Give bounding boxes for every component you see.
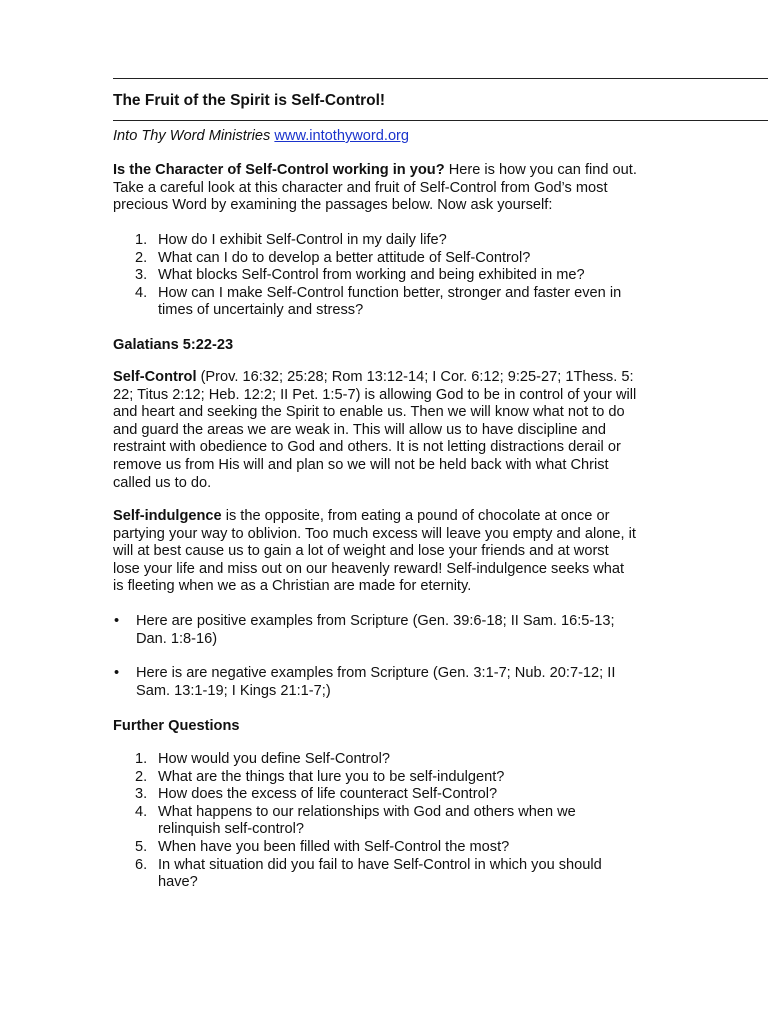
- intro-question: Is the Character of Self-Control working in you?: [113, 162, 445, 178]
- page-title: The Fruit of the Spirit is Self-Control!: [113, 92, 386, 109]
- list-item: 4. How can I make Self-Control function better, stronger and faster even in times of uncertainly and stress?: [135, 284, 622, 319]
- self-control-paragraph: Self-Control (Prov. 16:32; 25:28; Rom 13:12-14; I Cor. 6:12; 9:25-27; 1Thess. 5: 22; Titus 2:12; Heb. 12:2; II Pet. 1:5-7) is allowing God to be in control of your will and heart and seeking the Spirit to enable us. Then we will know what not to do and guard the areas we are weak in. This will allow us to have discipline and restraint with obedience to God and others. It is not letting distractions derail or remove us from His will and plan so we will not be held back with what Christ called us to do.: [113, 369, 637, 491]
- ministry-name: Into Thy Word Ministries: [113, 128, 271, 144]
- ministry-line: [113, 128, 409, 146]
- bullet-icon: •: [114, 613, 120, 629]
- list-item: • Here is are negative examples from Scripture (Gen. 3:1-7; Nub. 20:7-12; II Sam. 13:1-19; I Kings 21:1-7;): [114, 665, 616, 699]
- list-item: • Here are positive examples from Scripture (Gen. 39:6-18; II Sam. 16:5-13; Dan. 1:8-16): [114, 613, 615, 647]
- bullet-icon: •: [114, 665, 120, 681]
- list-item: 6. In what situation did you fail to have Self-Control in which you should have?: [135, 856, 602, 891]
- ministry-link[interactable]: www.intothyword.org: [274, 128, 410, 144]
- list-item: 1. How do I exhibit Self-Control in my daily life?: [135, 232, 447, 248]
- list-item: 2. What can I do to develop a better attitude of Self-Control?: [135, 249, 531, 266]
- self-check-questions: [113, 232, 673, 320]
- further-questions-list: [113, 751, 673, 892]
- list-item: 4. What happens to our relationships with God and others when we relinquish self-control?: [135, 803, 576, 838]
- intro-paragraph: Is the Character of Self-Control working in you? Here is how you can find out. Take a careful look at this character and fruit of Self-Control from God’s most precious Word by examining the passages below. Now ask yourself:: [113, 162, 637, 214]
- self-indulgence-paragraph: Self-indulgence is the opposite, from eating a pound of chocolate at once or partying your way to oblivion. Too much excess will leave you empty and alone, it will at best cause us to gain a lot of weight and lose your friends and at worst lose your life and miss out on our heavenly reward! Self-indulgence seeks what is fleeting when we as a Christian are made for eternity.: [113, 508, 636, 595]
- list-item: 3. What blocks Self-Control from working and being exhibited in me?: [135, 267, 585, 284]
- self-control-term: Self-Control: [113, 369, 197, 385]
- list-item: 3. How does the excess of life counteract Self-Control?: [135, 786, 498, 803]
- list-item: 5. When have you been filled with Self-Control the most?: [135, 838, 510, 855]
- list-item: 1. How would you define Self-Control?: [135, 751, 391, 767]
- list-item: 2. What are the things that lure you to be self-indulgent?: [135, 768, 505, 785]
- scripture-reference-heading: Galatians 5:22-23: [113, 337, 234, 353]
- further-questions-heading: Further Questions: [113, 718, 240, 734]
- positive-examples: [113, 613, 673, 648]
- self-indulgence-term: Self-indulgence: [113, 508, 222, 524]
- negative-examples: [113, 665, 673, 700]
- top-rule: [113, 78, 768, 79]
- title-rule: [113, 120, 768, 121]
